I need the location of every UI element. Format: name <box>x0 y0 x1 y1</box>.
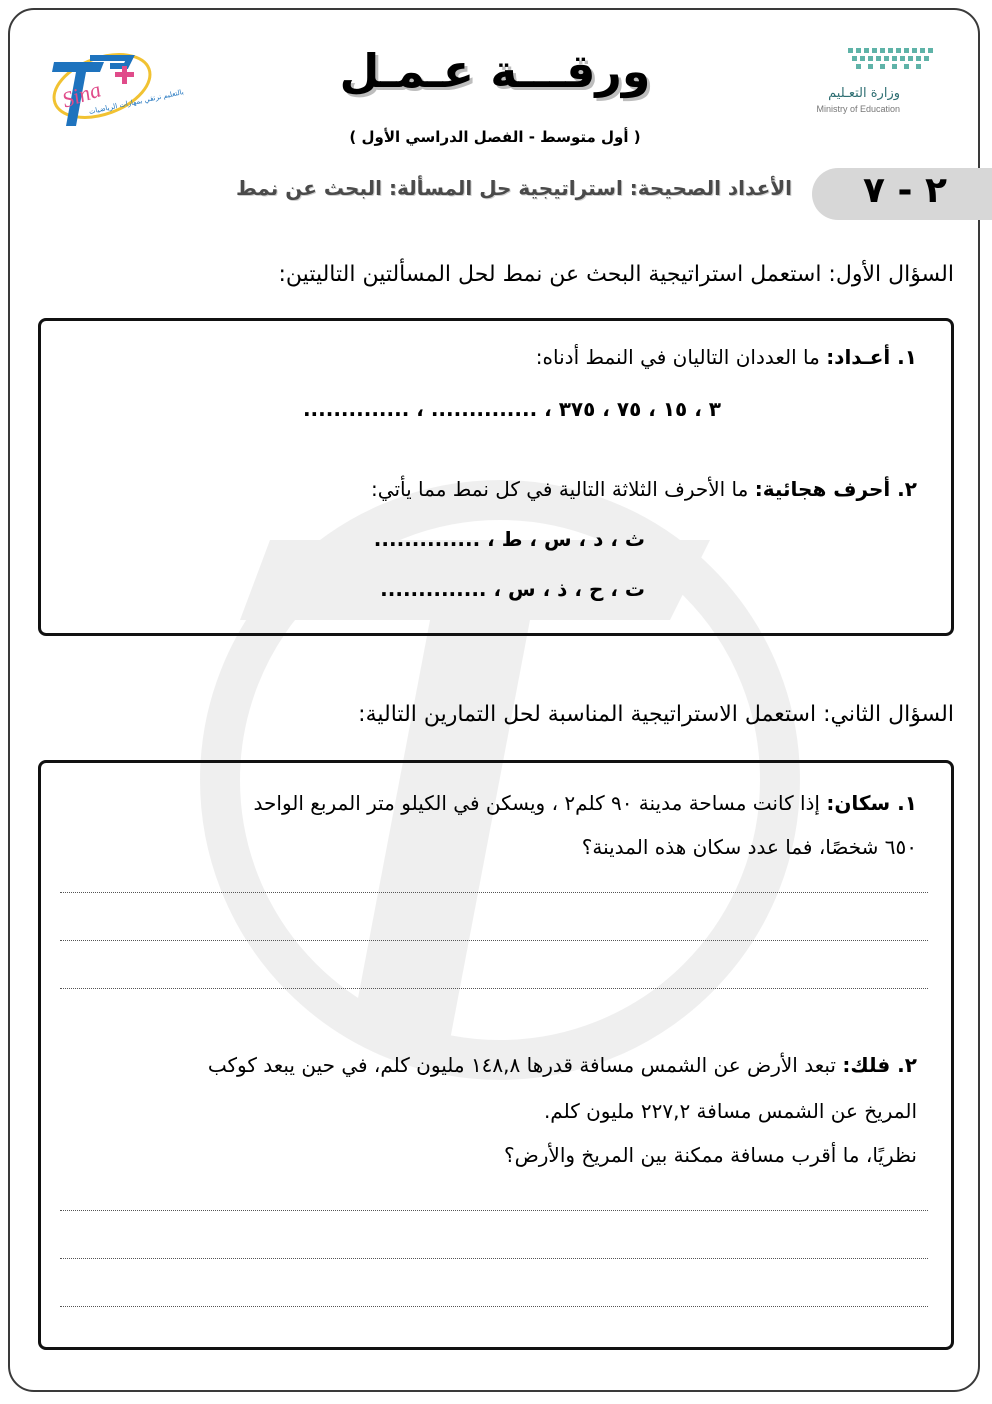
q1-item1 <box>536 345 917 369</box>
q1-item1-sequence: ٣ ، ١٥ ، ٧٥ ، ٣٧٥ ، .............. ، .............. <box>302 397 721 421</box>
question1-box <box>38 318 954 636</box>
sina-logo-text: Sina <box>58 76 104 113</box>
q1-item2-text: ما الأحرف الثلاثة التالية في كل نمط مما يأتي: <box>371 477 755 501</box>
q1-item2-sequence2: ت ، ح ، ذ ، س ، .............. <box>380 577 645 601</box>
question2-heading: السؤال الثاني: استعمل الاستراتيجية المناسبة لحل التمارين التالية: <box>358 702 954 727</box>
q2-item2-line3: نظريًا، ما أقرب مسافة ممكنة بين المريخ والأرض؟ <box>503 1143 917 1167</box>
q1-item2-label: ٢. أحرف هجائية: <box>754 477 917 501</box>
q2-item2-text: تبعد الأرض عن الشمس مسافة قدرها ١٤٨,٨ مليون كلم، في حين يبعد كوكب <box>207 1053 843 1077</box>
q2-item2-label: ٢. فلك: <box>842 1053 917 1077</box>
q2-item2-line1 <box>208 1053 917 1077</box>
answer-line[interactable] <box>60 892 928 893</box>
page-subtitle: ( أول متوسط - الفصل الدراسي الأول ) <box>349 128 641 146</box>
page-title: ورقـــة عـمـل <box>339 44 651 98</box>
sina-logo <box>46 36 158 136</box>
q2-item1-line1 <box>254 791 917 815</box>
q2-item1-line2: ٦٥٠ شخصًا، فما عدد سكان هذه المدينة؟ <box>581 835 917 859</box>
q1-item1-text: ما العددان التاليان في النمط أدناه: <box>535 345 827 369</box>
q1-item1-label: ١. أعـداد: <box>826 345 917 369</box>
ministry-name-ar: وزارة التعـليم <box>828 86 900 101</box>
sina-logo-tagline: بالتعليم نرتقي بمهارات الرياضيات <box>88 88 185 116</box>
answer-line[interactable] <box>60 1210 928 1211</box>
question1-heading: السؤال الأول: استعمل استراتيجية البحث عن نمط لحل المسألتين التاليتين: <box>278 262 954 287</box>
q2-item1-label: ١. سكان: <box>826 791 917 815</box>
q2-item1-text: إذا كانت مساحة مدينة ٩٠ كلم٢ ، ويسكن في الكيلو متر المربع الواحد <box>253 791 827 815</box>
lesson-number: ٢ - ٧ <box>863 170 947 211</box>
q1-item2-sequence1: ث ، د ، س ، ط ، .............. <box>373 527 645 551</box>
q2-item2-line2: المريخ عن الشمس مسافة ٢٢٧,٢ مليون كلم. <box>543 1099 917 1123</box>
ministry-name-en: Ministry of Education <box>816 104 900 114</box>
lesson-title: الأعداد الصحيحة: استراتيجية حل المسألة: البحث عن نمط <box>235 176 792 200</box>
answer-line[interactable] <box>60 940 928 941</box>
question2-box <box>38 760 954 1350</box>
answer-line[interactable] <box>60 1258 928 1259</box>
answer-line[interactable] <box>60 988 928 989</box>
q1-item2 <box>371 477 917 501</box>
answer-line[interactable] <box>60 1306 928 1307</box>
